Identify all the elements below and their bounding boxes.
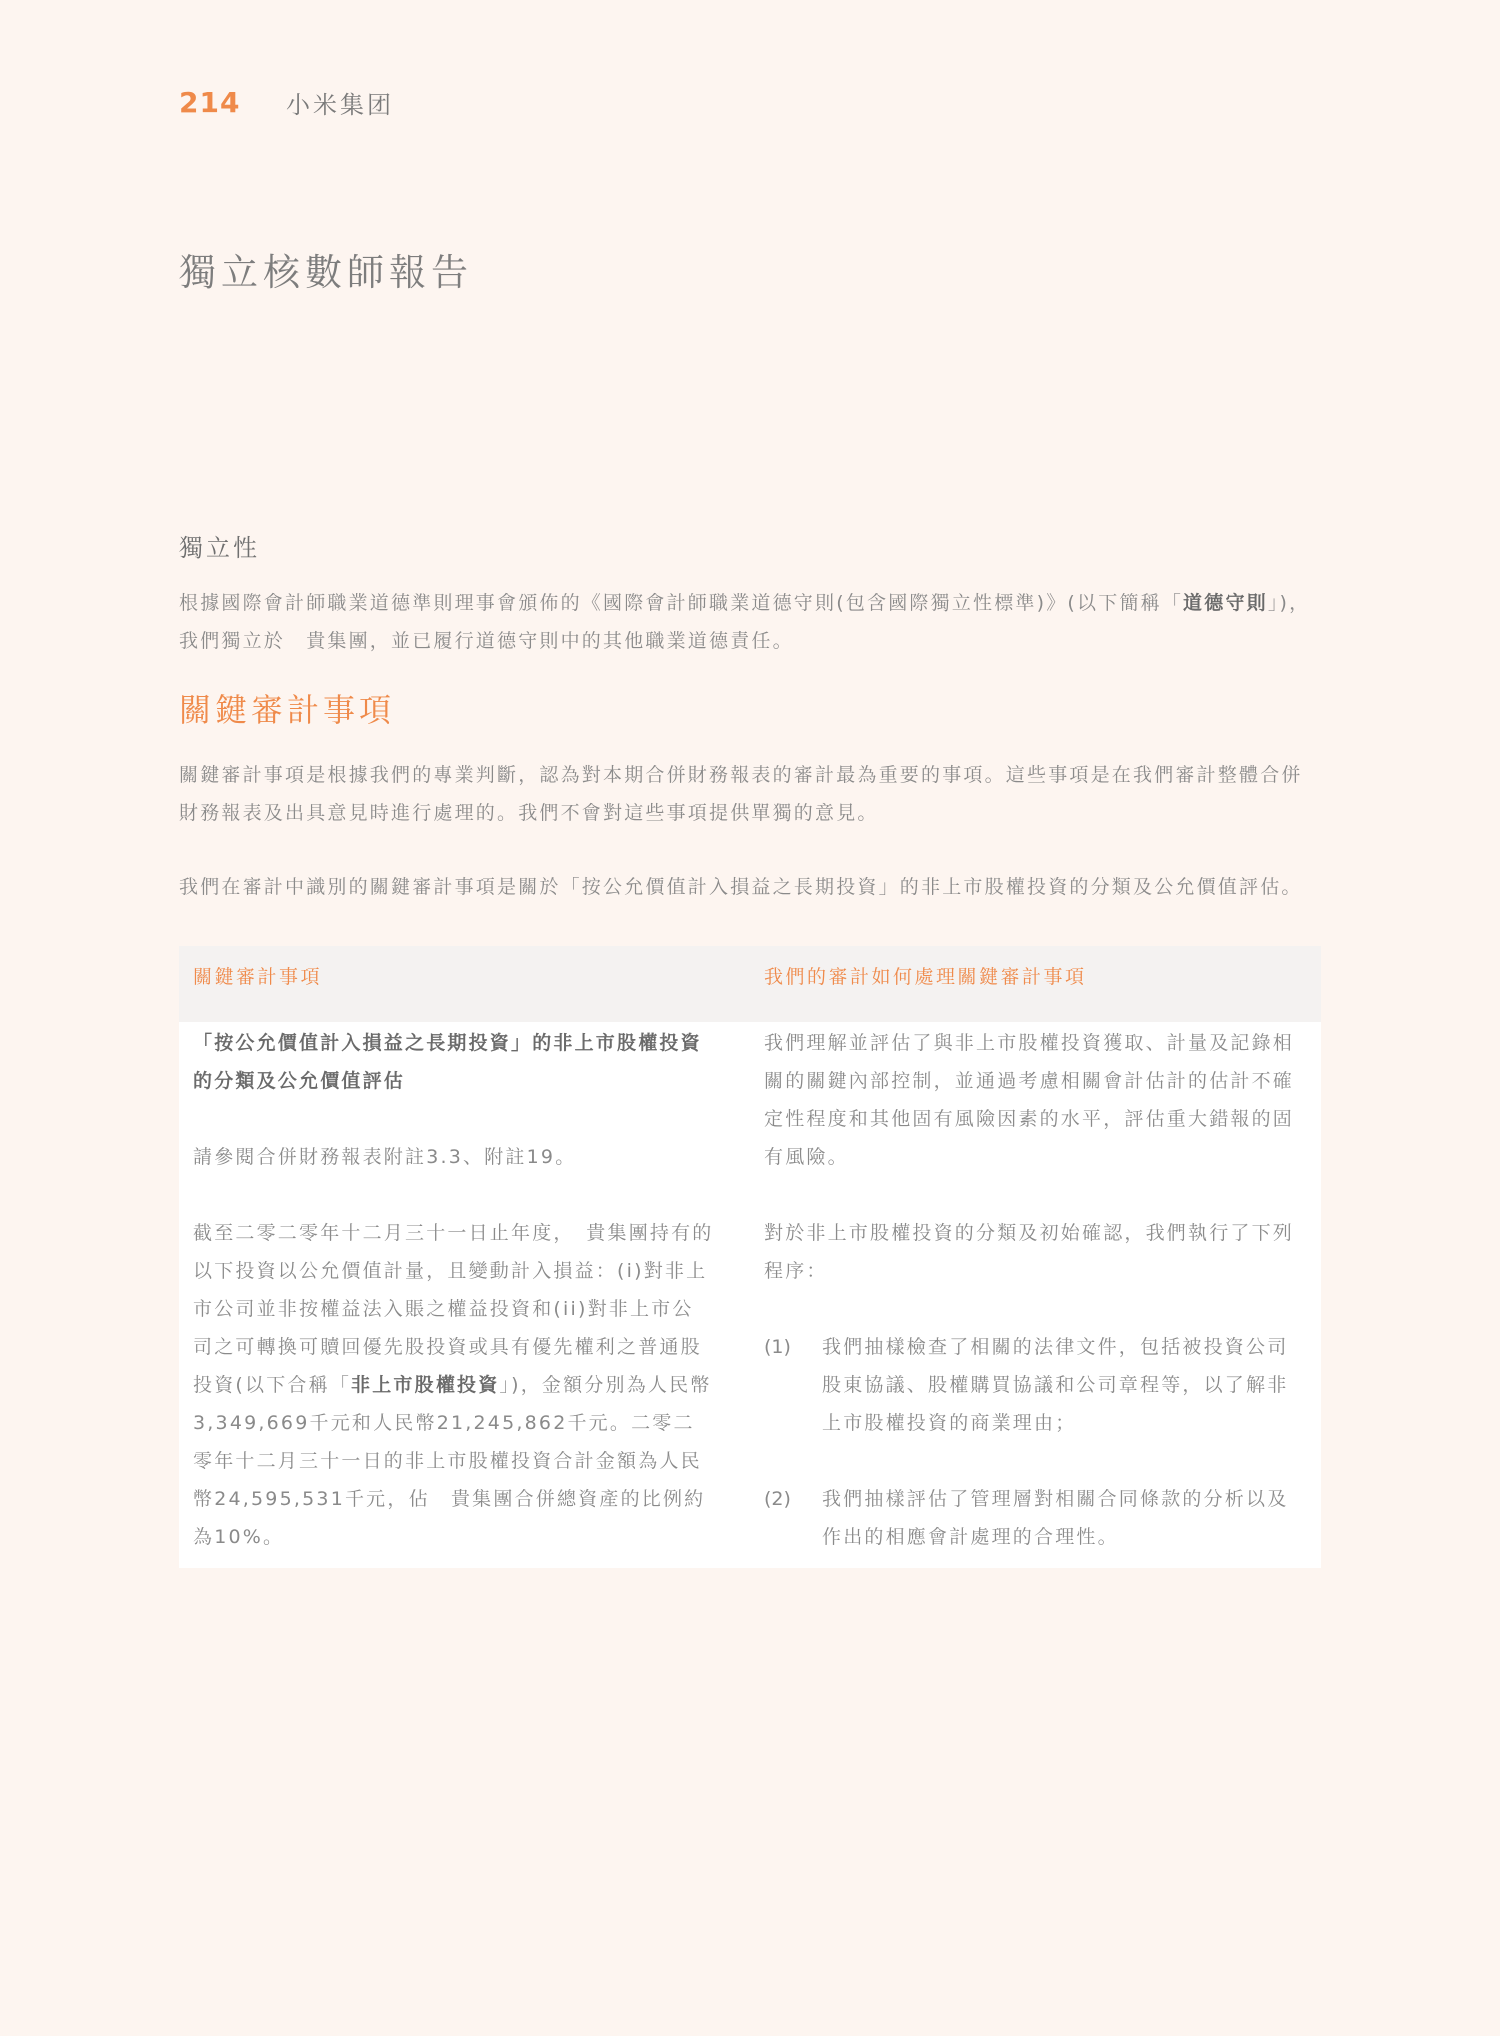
- kam-header-right: 我們的審計如何處理關鍵審計事項: [764, 966, 1087, 988]
- page-number: 214: [179, 85, 241, 119]
- kam-response-intro: 我們理解並評估了與非上市股權投資獲取、計量及記錄相關的關鍵內部控制，並通過考慮相關會計估計的估計不確定性程度和其他固有風險因素的水平，評估重大錯報的固有風險。: [764, 1032, 1295, 1168]
- kam-table-row: [179, 1022, 1321, 1568]
- kam-header-left: 關鍵審計事項: [193, 966, 323, 988]
- kam-matter-cell: [179, 1024, 750, 1556]
- procedure-item: [764, 1328, 1307, 1442]
- independence-heading: 獨立性: [179, 534, 260, 562]
- kam-response-cell: [750, 1024, 1321, 1556]
- report-content: [179, 528, 1321, 1568]
- kam-table-header: [179, 946, 1321, 1022]
- company-name: 小米集团: [286, 90, 394, 119]
- kam-matter-title: 「按公允價值計入損益之長期投資」的非上市股權投資的分類及公允價值評估: [193, 1032, 702, 1092]
- kam-intro-paragraph: 關鍵審計事項是根據我們的專業判斷，認為對本期合併財務報表的審計最為重要的事項。這些事項是在我們審計整體合併財務報表及出具意見時進行處理的。我們不會對這些事項提供單獨的意見。: [179, 764, 1303, 824]
- procedure-item: [764, 1480, 1307, 1556]
- procedure-text: 我們抽樣評估了管理層對相關合同條款的分析以及作出的相應會計處理的合理性。: [822, 1488, 1289, 1548]
- kam-matter-detail: 截至二零二零年十二月三十一日止年度， 貴集團持有的以下投資以公允價值計量，且變動計入損益：(i)對非上市公司並非按權益法入賬之權益投資和(ii)對非上市公司之可轉換可贖回優先股投資或具有優先權利之普通股投資(以下合稱「非上市股權投資」)，金額分別為人民幣3,349,669千元和人民幣21,245,862千元。二零二零年十二月三十一日的非上市股權投資合計金額為人民幣24,595,531千元，佔 貴集團合併總資產的比例約為10%。: [193, 1222, 714, 1548]
- kam-procedures-intro: 對於非上市股權投資的分類及初始確認，我們執行了下列程序：: [764, 1222, 1295, 1282]
- procedure-text: 我們抽樣檢查了相關的法律文件，包括被投資公司股東協議、股權購買協議和公司章程等，以了解非上市股權投資的商業理由；: [822, 1336, 1289, 1434]
- kam-identified-paragraph: 我們在審計中識別的關鍵審計事項是關於「按公允價值計入損益之長期投資」的非上市股權投資的分類及公允價值評估。: [179, 876, 1303, 898]
- kam-matter-reference: 請參閱合併財務報表附註3.3、附註19。: [193, 1146, 577, 1168]
- procedure-number: (1): [764, 1336, 791, 1358]
- report-title: 獨立核數師報告: [179, 251, 473, 294]
- page-header: [179, 82, 394, 122]
- kam-table: [179, 946, 1321, 1568]
- procedure-number: (2): [764, 1488, 791, 1510]
- independence-paragraph: 根據國際會計師職業道德準則理事會頒佈的《國際會計師職業道德守則(包含國際獨立性標準)》(以下簡稱「道德守則」)，我們獨立於 貴集團，並已履行道德守則中的其他職業道德責任。: [179, 592, 1311, 652]
- kam-heading: 關鍵審計事項: [179, 691, 396, 729]
